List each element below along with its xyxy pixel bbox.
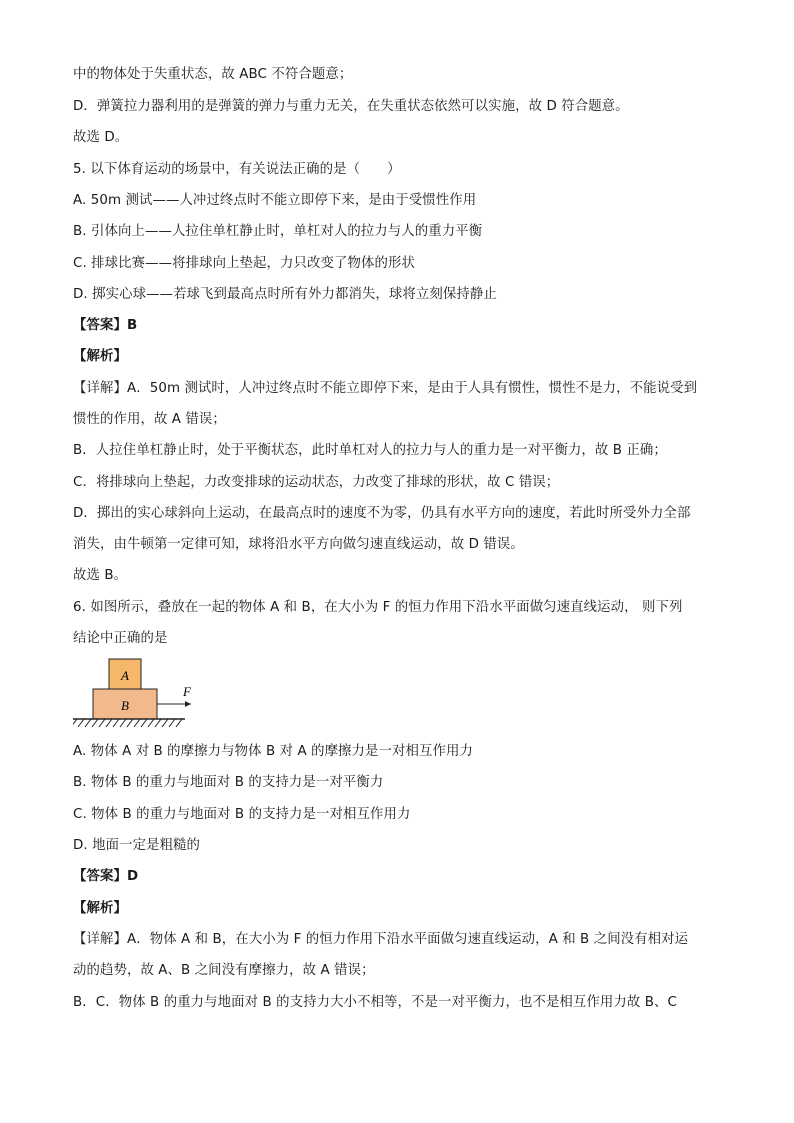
option-c: C. 物体 B 的重力与地面对 B 的支持力是一对相互作用力 <box>73 807 411 822</box>
text-line: 中的物体处于失重状态，故 ABC 不符合题意； <box>73 67 353 82</box>
force-label: F <box>183 684 191 699</box>
text-line: 惯性的作用，故 A 错误； <box>73 412 226 427</box>
option-b: B. 物体 B 的重力与地面对 B 的支持力是一对平衡力 <box>73 775 384 790</box>
hatch-mark <box>176 719 182 727</box>
hatch-mark <box>127 719 133 727</box>
answer-label: 【答案】B <box>73 318 138 333</box>
text-line: D．弹簧拉力器利用的是弹簧的弹力与重力无关，在失重状态依然可以实施，故 D 符合题意。 <box>73 99 629 114</box>
hatch-mark <box>85 719 91 727</box>
text-line: D．掷出的实心球斜向上运动，在最高点时的速度不为零，仍具有水平方向的速度，若此时所受外力全部 <box>73 506 691 521</box>
answer-label: 【答案】D <box>73 869 139 884</box>
hatch-mark <box>148 719 154 727</box>
hatch-mark <box>120 719 126 727</box>
question-5-title: 5. 以下体育运动的场景中，有关说法正确的是（ ） <box>73 162 401 177</box>
hatch-mark <box>141 719 147 727</box>
hatch-mark <box>155 719 161 727</box>
hatch-mark <box>134 719 140 727</box>
option-a: A. 50m 测试——人冲过终点时不能立即停下来，是由于受惯性作用 <box>73 193 477 208</box>
text-line: B．C．物体 B 的重力与地面对 B 的支持力大小不相等，不是一对平衡力，也不是相互作用力故 B、C <box>73 995 677 1010</box>
hatch-mark <box>162 719 168 727</box>
text-line: C．将排球向上垫起，力改变排球的运动状态，力改变了排球的形状，故 C 错误； <box>73 475 560 490</box>
blocks-figure <box>73 656 203 736</box>
text-line: 消失，由牛顿第一定律可知，球将沿水平方向做匀速直线运动，故 D 错误。 <box>73 537 524 552</box>
question-6-title: 6. 如图所示，叠放在一起的物体 A 和 B，在大小为 F 的恒力作用下沿水平面做匀速直线运动， 则下列 <box>73 600 683 615</box>
option-d: D. 地面一定是粗糙的 <box>73 838 201 853</box>
block-b-label: B <box>121 698 129 713</box>
hatch-mark <box>73 719 77 727</box>
text-line: B．人拉住单杠静止时，处于平衡状态，此时单杠对人的拉力与人的重力是一对平衡力，故 B 正确； <box>73 443 667 458</box>
ground-hatching <box>73 719 182 727</box>
text-line: 【详解】A．50m 测试时，人冲过终点时不能立即停下来，是由于人具有惯性，惯性不是力，不能说受到 <box>73 381 698 396</box>
text-line: 【详解】A．物体 A 和 B，在大小为 F 的恒力作用下沿水平面做匀速直线运动，A 和 B 之间没有相对运 <box>73 932 689 947</box>
analysis-label: 【解析】 <box>73 901 127 916</box>
hatch-mark <box>78 719 84 727</box>
text-line: 结论中正确的是 <box>73 631 168 646</box>
option-a: A. 物体 A 对 B 的摩擦力与物体 B 对 A 的摩擦力是一对相互作用力 <box>73 744 473 759</box>
hatch-mark <box>99 719 105 727</box>
hatch-mark <box>113 719 119 727</box>
option-d: D. 掷实心球——若球飞到最高点时所有外力都消失，球将立刻保持静止 <box>73 287 497 302</box>
text-line: 故选 D。 <box>73 130 129 145</box>
option-c: C. 排球比赛——将排球向上垫起，力只改变了物体的形状 <box>73 256 415 271</box>
hatch-mark <box>169 719 175 727</box>
hatch-mark <box>92 719 98 727</box>
analysis-label: 【解析】 <box>73 349 127 364</box>
text-line: 动的趋势，故 A、B 之间没有摩擦力，故 A 错误； <box>73 963 375 978</box>
block-a-label: A <box>121 668 129 683</box>
force-arrowhead-icon <box>185 701 191 707</box>
option-b: B. 引体向上——人拉住单杠静止时，单杠对人的拉力与人的重力平衡 <box>73 224 483 239</box>
text-line: 故选 B。 <box>73 568 128 583</box>
hatch-mark <box>106 719 112 727</box>
